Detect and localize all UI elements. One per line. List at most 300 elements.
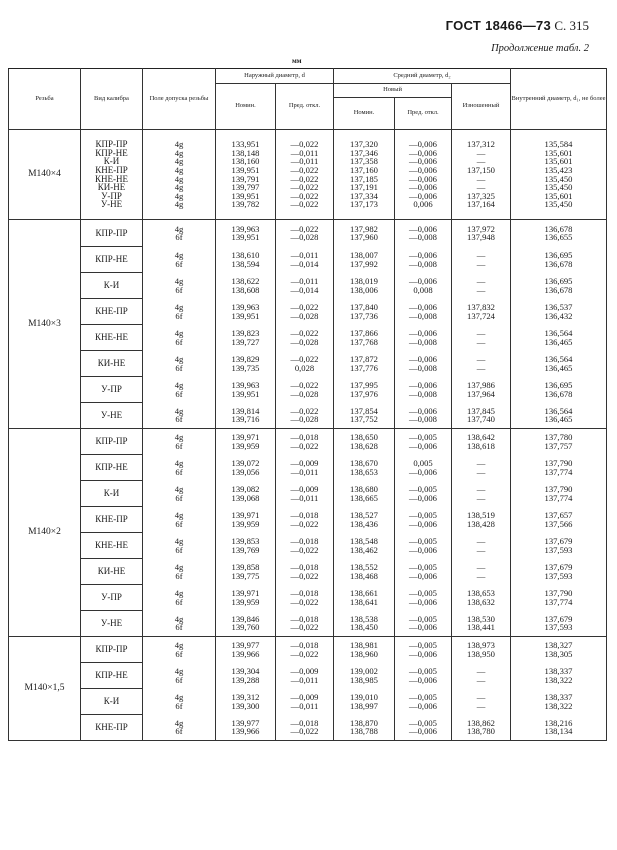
tolerance-values	[143, 299, 216, 325]
inner-value: 135,450	[544, 173, 573, 184]
outer-nominal-value: 139,951	[231, 190, 260, 201]
inner-value: 136,678	[544, 388, 573, 399]
tolerance-values	[143, 429, 216, 455]
mean-nominal-value: 138,788	[350, 726, 378, 737]
outer-nominal-value: 139,951	[231, 388, 260, 399]
gauge-cell: КНЕ-ПР	[81, 299, 143, 325]
outer-deviation-value: —0,022	[290, 190, 319, 201]
outer-nominal-value: 138,594	[231, 258, 260, 269]
gauge-name: КПР-НЕ	[95, 147, 128, 158]
worn-values	[452, 429, 511, 455]
mean-nominal-value: 137,840	[350, 301, 378, 312]
tolerance-value: 4g	[174, 164, 184, 175]
inner-value: 136,695	[544, 249, 573, 260]
worn-value: 138,428	[467, 518, 495, 529]
col-thread: Резьба	[9, 69, 81, 130]
outer-nominal-values	[216, 455, 276, 481]
outer-nominal-values	[216, 377, 276, 403]
mean-deviation-values	[395, 611, 452, 637]
outer-deviation-value: —0,022	[290, 596, 319, 607]
mean-deviation-value: —0,008	[409, 336, 437, 347]
outer-nominal-value: 139,716	[231, 414, 260, 425]
tolerance-values	[143, 663, 216, 689]
gauge-cell: У-НЕ	[81, 611, 143, 637]
tolerance-values	[143, 273, 216, 299]
worn-value: 138,642	[467, 432, 495, 443]
outer-deviation-values	[276, 351, 334, 377]
outer-nominal-values	[216, 533, 276, 559]
inner-value: 138,322	[544, 674, 573, 685]
inner-value: 136,465	[544, 336, 573, 347]
mean-nominal-values	[334, 377, 395, 403]
mean-deviation-value: —0,006	[409, 440, 437, 451]
worn-value: —	[476, 173, 486, 184]
outer-nominal-value: 139,814	[231, 405, 260, 416]
outer-nominal-value: 139,977	[231, 717, 260, 728]
table-row	[9, 611, 607, 637]
worn-value: 138,441	[467, 622, 495, 633]
mean-nominal-value: 138,650	[350, 432, 378, 443]
outer-deviation-values	[276, 611, 334, 637]
tolerance-values	[143, 715, 216, 741]
dimensions-table-wrapper	[8, 68, 606, 741]
col-outer-diameter: Наружный диаметр, d	[216, 69, 334, 84]
mean-nominal-value: 137,866	[350, 327, 378, 338]
outer-deviation-value: —0,028	[290, 388, 319, 399]
tolerance-value: 6f	[175, 492, 183, 503]
mean-deviation-value: —0,006	[409, 379, 437, 390]
outer-deviation-value: —0,028	[290, 414, 319, 425]
tolerance-value: 6f	[175, 310, 183, 321]
inner-value: 138,216	[544, 717, 573, 728]
outer-deviation-values	[276, 247, 334, 273]
outer-nominal-values	[216, 507, 276, 533]
outer-deviation-value: —0,022	[290, 544, 319, 555]
col-outer-nominal: Номин.	[216, 84, 276, 130]
table-row	[9, 325, 607, 351]
inner-value: 135,601	[544, 147, 573, 158]
mean-nominal-values	[334, 247, 395, 273]
inner-value: 138,305	[544, 648, 573, 659]
mean-deviation-value: —0,008	[409, 388, 437, 399]
inner-values	[511, 533, 607, 559]
worn-values	[452, 637, 511, 663]
mean-deviation-values	[395, 325, 452, 351]
mean-nominal-value: 138,006	[350, 284, 378, 295]
inner-value: 138,327	[544, 640, 573, 651]
outer-deviation-value: —0,022	[290, 173, 319, 184]
outer-deviation-values	[276, 273, 334, 299]
mean-nominal-values	[334, 507, 395, 533]
outer-nominal-value: 139,760	[231, 622, 260, 633]
outer-deviation-value: —0,018	[290, 640, 319, 651]
mean-nominal-value: 137,185	[350, 173, 378, 184]
mean-nominal-value: 137,854	[350, 405, 378, 416]
table-row	[9, 507, 607, 533]
outer-deviation-value: —0,022	[290, 648, 319, 659]
mean-nominal-value: 138,985	[350, 674, 378, 685]
table-row	[9, 715, 607, 741]
mean-deviation-values	[395, 273, 452, 299]
mean-deviation-value: —0,006	[409, 249, 437, 260]
mean-deviation-values	[395, 247, 452, 273]
inner-values	[511, 325, 607, 351]
outer-nominal-value: 139,288	[231, 674, 260, 685]
outer-deviation-value: —0,009	[290, 665, 319, 676]
outer-deviation-values	[276, 715, 334, 741]
table-body	[9, 130, 607, 741]
worn-value: —	[476, 353, 486, 364]
mean-deviation-value: —0,005	[409, 640, 437, 651]
table-row	[9, 559, 607, 585]
mean-nominal-values	[334, 689, 395, 715]
outer-nominal-value: 139,846	[231, 613, 260, 624]
table-row	[9, 130, 607, 220]
worn-value: 138,973	[467, 640, 495, 651]
worn-value: —	[476, 457, 486, 468]
mean-deviation-value: —0,006	[409, 492, 437, 503]
worn-value: —	[476, 284, 486, 295]
inner-value: 137,657	[544, 509, 573, 520]
worn-values	[452, 325, 511, 351]
table-row	[9, 273, 607, 299]
worn-value: —	[476, 700, 486, 711]
inner-value: 135,423	[544, 164, 573, 175]
mean-deviation-value: —0,005	[409, 587, 437, 598]
worn-value: 137,312	[467, 139, 495, 150]
outer-nominal-value: 139,951	[231, 310, 260, 321]
worn-value: —	[476, 362, 486, 373]
outer-nominal-value: 133,951	[231, 139, 260, 150]
worn-value: —	[476, 483, 486, 494]
inner-values	[511, 377, 607, 403]
inner-value: 137,774	[544, 466, 573, 477]
mean-deviation-value: —0,006	[409, 405, 437, 416]
outer-nominal-values	[216, 481, 276, 507]
worn-values	[452, 273, 511, 299]
inner-value: 137,780	[544, 432, 573, 443]
outer-nominal-value: 138,622	[231, 275, 260, 286]
mean-deviation-value: —0,005	[409, 561, 437, 572]
gauge-name: КИ-НЕ	[97, 182, 126, 193]
worn-value: —	[476, 182, 486, 193]
mean-deviation-value: —0,006	[409, 164, 437, 175]
tolerance-values	[143, 533, 216, 559]
gauge-cell: КПР-НЕ	[81, 455, 143, 481]
worn-value: —	[476, 570, 486, 581]
tolerance-value: 6f	[175, 284, 183, 295]
worn-value: 137,164	[467, 199, 495, 210]
outer-deviation-values	[276, 455, 334, 481]
gauge-cell: К-И	[81, 273, 143, 299]
mean-nominal-value: 138,548	[350, 535, 378, 546]
gauge-cell: У-НЕ	[81, 403, 143, 429]
outer-deviation-value: —0,011	[290, 700, 319, 711]
outer-deviation-values	[276, 130, 334, 220]
mean-deviation-value: —0,008	[409, 362, 437, 373]
mean-nominal-value: 138,680	[350, 483, 378, 494]
tolerance-values	[143, 325, 216, 351]
tolerance-value: 4g	[174, 173, 184, 184]
tolerance-value: 6f	[175, 544, 183, 555]
mean-nominal-values	[334, 429, 395, 455]
mean-deviation-value: —0,006	[409, 173, 437, 184]
worn-value: 137,724	[467, 310, 495, 321]
outer-nominal-value: 139,829	[231, 353, 260, 364]
outer-deviation-value: —0,022	[290, 353, 319, 364]
mean-deviation-value: —0,006	[409, 570, 437, 581]
outer-deviation-value: —0,022	[290, 164, 319, 175]
tolerance-value: 4g	[174, 139, 184, 150]
outer-deviation-value: —0,022	[290, 327, 319, 338]
outer-nominal-value: 139,971	[231, 587, 260, 598]
outer-deviation-value: —0,018	[290, 587, 319, 598]
table-row	[9, 689, 607, 715]
gauge-cell: КПР-ПР	[81, 429, 143, 455]
outer-nominal-value: 139,971	[231, 509, 260, 520]
mean-nominal-values	[334, 299, 395, 325]
gauge-cell: КПР-ПР	[81, 637, 143, 663]
outer-nominal-values	[216, 559, 276, 585]
inner-values	[511, 715, 607, 741]
mean-nominal-value: 138,960	[350, 648, 378, 659]
mean-deviation-values	[395, 299, 452, 325]
mean-nominal-value: 137,736	[350, 310, 378, 321]
outer-nominal-value: 139,782	[231, 199, 260, 210]
worn-value: —	[476, 561, 486, 572]
worn-value: —	[476, 466, 486, 477]
worn-value: 138,780	[467, 726, 495, 737]
tolerance-values	[143, 351, 216, 377]
mean-nominal-value: 138,552	[350, 561, 378, 572]
outer-nominal-value: 139,791	[231, 173, 260, 184]
worn-values	[452, 611, 511, 637]
thread-cell: М140×4	[9, 130, 81, 220]
tolerance-values	[143, 611, 216, 637]
outer-deviation-value: —0,018	[290, 717, 319, 728]
col-mean-nominal: Номин.	[334, 98, 395, 130]
inner-value: 136,537	[544, 301, 573, 312]
mean-deviation-value: —0,006	[409, 674, 437, 685]
mean-deviation-values	[395, 351, 452, 377]
mean-nominal-value: 139,002	[350, 665, 378, 676]
outer-nominal-value: 139,304	[231, 665, 260, 676]
inner-values	[511, 507, 607, 533]
mean-nominal-value: 137,346	[350, 147, 378, 158]
outer-nominal-value: 139,963	[231, 379, 260, 390]
mean-deviation-value: —0,005	[409, 613, 437, 624]
continuation-note: Продолжение табл. 2	[491, 43, 589, 54]
outer-nominal-values	[216, 273, 276, 299]
inner-values	[511, 273, 607, 299]
worn-value: —	[476, 275, 486, 286]
mean-nominal-value: 138,527	[350, 509, 378, 520]
table-row	[9, 220, 607, 247]
tolerance-value: 4g	[174, 509, 184, 520]
inner-value: 136,465	[544, 362, 573, 373]
outer-nominal-values	[216, 689, 276, 715]
mean-nominal-value: 137,320	[350, 139, 378, 150]
outer-deviation-values	[276, 507, 334, 533]
tolerance-value: 4g	[174, 327, 184, 338]
worn-values	[452, 299, 511, 325]
worn-values	[452, 403, 511, 429]
outer-deviation-value: —0,014	[290, 284, 319, 295]
worn-value: —	[476, 665, 486, 676]
outer-nominal-values	[216, 663, 276, 689]
tolerance-value: 4g	[174, 483, 184, 494]
outer-deviation-value: —0,011	[290, 466, 319, 477]
outer-deviation-value: —0,022	[290, 139, 319, 150]
gauge-cell: У-ПР	[81, 585, 143, 611]
mean-nominal-value: 138,007	[350, 249, 378, 260]
outer-deviation-value: —0,022	[290, 726, 319, 737]
col-mean-deviation: Пред. откл.	[395, 98, 452, 130]
inner-value: 137,679	[544, 613, 573, 624]
mean-nominal-value: 137,358	[350, 156, 378, 167]
thread-cell: М140×3	[9, 220, 81, 429]
outer-nominal-value: 139,823	[231, 327, 260, 338]
mean-deviation-values	[395, 429, 452, 455]
worn-value: —	[476, 147, 486, 158]
inner-value: 137,790	[544, 483, 573, 494]
outer-nominal-value: 139,769	[231, 544, 260, 555]
worn-values	[452, 559, 511, 585]
worn-value: 138,950	[467, 648, 495, 659]
inner-value: 135,601	[544, 190, 573, 201]
tolerance-value: 6f	[175, 518, 183, 529]
tolerance-value: 6f	[175, 232, 183, 243]
tolerance-value: 6f	[175, 726, 183, 737]
outer-deviation-value: —0,018	[290, 432, 319, 443]
outer-nominal-value: 139,082	[231, 483, 260, 494]
worn-value: 137,948	[467, 232, 495, 243]
col-mean-diameter: Средний диаметр, d₂	[334, 69, 511, 84]
tolerance-value: 6f	[175, 388, 183, 399]
worn-values	[452, 220, 511, 247]
inner-value: 136,465	[544, 414, 573, 425]
worn-value: —	[476, 258, 486, 269]
inner-value: 138,322	[544, 700, 573, 711]
outer-deviation-values	[276, 325, 334, 351]
tolerance-value: 4g	[174, 613, 184, 624]
inner-value: 136,695	[544, 275, 573, 286]
table-row	[9, 377, 607, 403]
mean-deviation-value: —0,006	[409, 147, 437, 158]
inner-values	[511, 429, 607, 455]
inner-values	[511, 663, 607, 689]
mean-deviation-values	[395, 403, 452, 429]
inner-value: 136,564	[544, 327, 573, 338]
outer-nominal-values	[216, 611, 276, 637]
mean-deviation-values	[395, 689, 452, 715]
gauge-cell: КПР-ПР	[81, 220, 143, 247]
outer-deviation-value: —0,028	[290, 336, 319, 347]
worn-value: —	[476, 249, 486, 260]
mean-deviation-value: —0,006	[409, 327, 437, 338]
mean-deviation-value: —0,005	[409, 717, 437, 728]
worn-value: 138,618	[467, 440, 495, 451]
inner-value: 137,679	[544, 561, 573, 572]
table-row	[9, 455, 607, 481]
outer-deviation-values	[276, 585, 334, 611]
mean-nominal-value: 137,334	[350, 190, 378, 201]
mean-deviation-value: —0,008	[409, 258, 437, 269]
outer-nominal-value: 139,951	[231, 164, 260, 175]
outer-nominal-value: 138,148	[231, 147, 260, 158]
mean-deviation-values	[395, 481, 452, 507]
mean-nominal-values	[334, 559, 395, 585]
mean-deviation-value: —0,005	[409, 665, 437, 676]
gauge-cell: У-ПР	[81, 377, 143, 403]
worn-values	[452, 715, 511, 741]
mean-deviation-value: —0,008	[409, 310, 437, 321]
tolerance-value: 4g	[174, 665, 184, 676]
worn-value: —	[476, 691, 486, 702]
outer-deviation-values	[276, 663, 334, 689]
mean-nominal-values	[334, 351, 395, 377]
inner-values	[511, 351, 607, 377]
outer-nominal-value: 138,608	[231, 284, 260, 295]
col-tolerance: Поле допуска резьбы	[143, 69, 216, 130]
tolerance-value: 6f	[175, 466, 183, 477]
outer-deviation-value: —0,028	[290, 310, 319, 321]
mean-nominal-values	[334, 130, 395, 220]
mean-deviation-value: —0,006	[409, 182, 437, 193]
tolerance-value: 6f	[175, 336, 183, 347]
mean-deviation-value: —0,005	[409, 509, 437, 520]
outer-nominal-value: 139,951	[231, 232, 260, 243]
mean-nominal-value: 137,191	[350, 182, 378, 193]
gauge-name: КНЕ-ПР	[95, 164, 128, 175]
inner-value: 137,790	[544, 587, 573, 598]
mean-deviation-value: —0,005	[409, 691, 437, 702]
mean-deviation-value: —0,006	[409, 353, 437, 364]
outer-nominal-value: 139,072	[231, 457, 260, 468]
mean-deviation-values	[395, 533, 452, 559]
mean-deviation-value: —0,006	[409, 518, 437, 529]
outer-nominal-value: 139,959	[231, 440, 260, 451]
mean-nominal-value: 138,538	[350, 613, 378, 624]
tolerance-value: 6f	[175, 570, 183, 581]
inner-value: 137,790	[544, 457, 573, 468]
outer-nominal-value: 139,775	[231, 570, 260, 581]
mean-deviation-value: —0,005	[409, 535, 437, 546]
mean-nominal-values	[334, 533, 395, 559]
inner-value: 137,566	[544, 518, 573, 529]
outer-nominal-value: 139,797	[231, 182, 260, 193]
gauge-name: У-НЕ	[100, 199, 123, 210]
outer-deviation-value: —0,009	[290, 691, 319, 702]
tolerance-value: 4g	[174, 301, 184, 312]
mean-deviation-value: —0,006	[409, 726, 437, 737]
inner-value: 137,679	[544, 535, 573, 546]
tolerance-values	[143, 481, 216, 507]
outer-deviation-value: —0,011	[290, 249, 319, 260]
tolerance-value: 4g	[174, 199, 184, 210]
tolerance-value: 6f	[175, 440, 183, 451]
tolerance-value: 4g	[174, 717, 184, 728]
mean-deviation-value: —0,006	[409, 156, 437, 167]
worn-value: —	[476, 156, 486, 167]
mean-nominal-values	[334, 481, 395, 507]
mean-nominal-value: 137,752	[350, 414, 378, 425]
tolerance-value: 6f	[175, 674, 183, 685]
outer-deviation-value: —0,022	[290, 182, 319, 193]
mean-deviation-values	[395, 715, 452, 741]
mean-nominal-values	[334, 220, 395, 247]
worn-value: —	[476, 327, 486, 338]
